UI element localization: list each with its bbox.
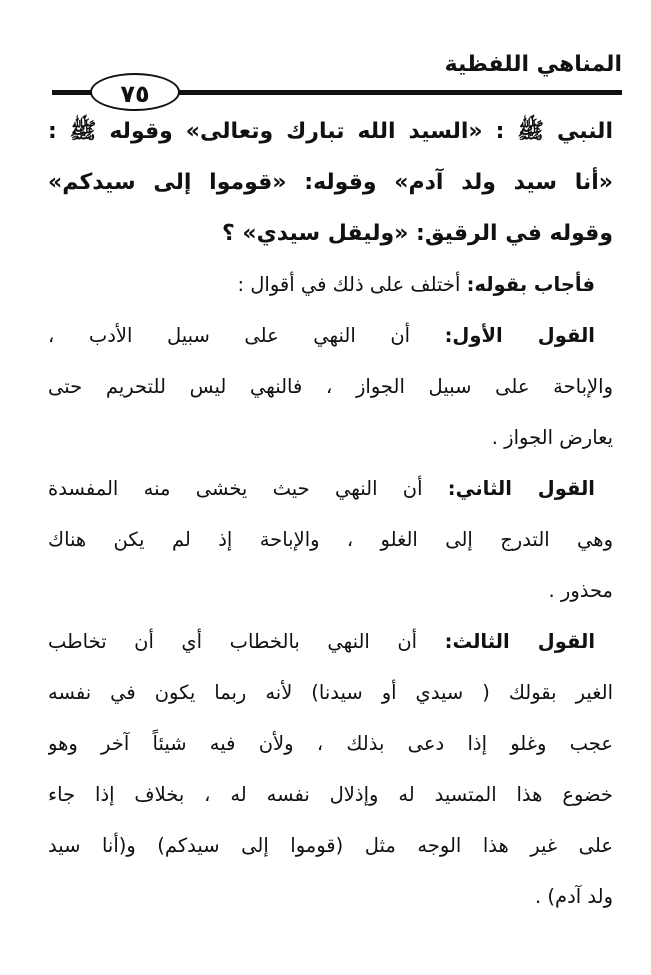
text-line: على غير هذا الوجه مثل (قوموا إلى سيدكم) و(أنا سيد xyxy=(48,834,613,857)
page-number: ٧٥ xyxy=(90,73,180,111)
text-line: وهي التدرج إلى الغلو ، والإباحة إذ لم يكن هناك xyxy=(48,528,613,551)
lead-in-third-opinion: القول الثالث: xyxy=(444,630,595,653)
text-line: محذور . xyxy=(548,579,613,602)
running-title: المناهي اللفظية xyxy=(444,52,622,77)
lead-in-first-opinion: القول الأول: xyxy=(444,324,595,347)
text-line: والإباحة على سبيل الجواز ، فالنهي ليس للتحريم حتى xyxy=(48,375,613,398)
line-text: أن النهي حيث يخشى منه المفسدة xyxy=(48,477,423,500)
line-text: أن النهي بالخطاب أي أن تخاطب xyxy=(48,630,418,653)
text-line xyxy=(48,463,613,514)
text-line xyxy=(48,616,613,667)
text-line: عجب وغلو إذا دعى بذلك ، ولأن فيه شيئاً آخر وهو xyxy=(48,732,613,755)
text-line xyxy=(48,259,613,310)
line-text: أختلف على ذلك في أقوال : xyxy=(237,273,461,296)
text-line: الغير بقولك ( سيدي أو سيدنا) لأنه ربما يكون في نفسه xyxy=(48,681,613,704)
text-line: «أنا سيد ولد آدم» وقوله: «قوموا إلى سيدكم» xyxy=(48,170,613,195)
text-line: ولد آدم) . xyxy=(535,885,613,908)
text-line: خضوع هذا المتسيد له وإذلال نفسه له ، بخلاف إذا جاء xyxy=(48,783,613,806)
body-text xyxy=(48,106,613,922)
text-line: يعارض الجواز . xyxy=(491,426,613,449)
text-line xyxy=(48,310,613,361)
lead-in-second-opinion: القول الثاني: xyxy=(447,477,595,500)
text-line: وقوله في الرقيق: «وليقل سيدي» ؟ xyxy=(222,221,613,246)
text-line: النبي ﷺ : «السيد الله تبارك وتعالى» وقوله ﷺ : xyxy=(48,119,613,144)
lead-in-answer: فأجاب بقوله: xyxy=(466,273,595,296)
line-text: أن النهي على سبيل الأدب ، xyxy=(48,324,411,347)
